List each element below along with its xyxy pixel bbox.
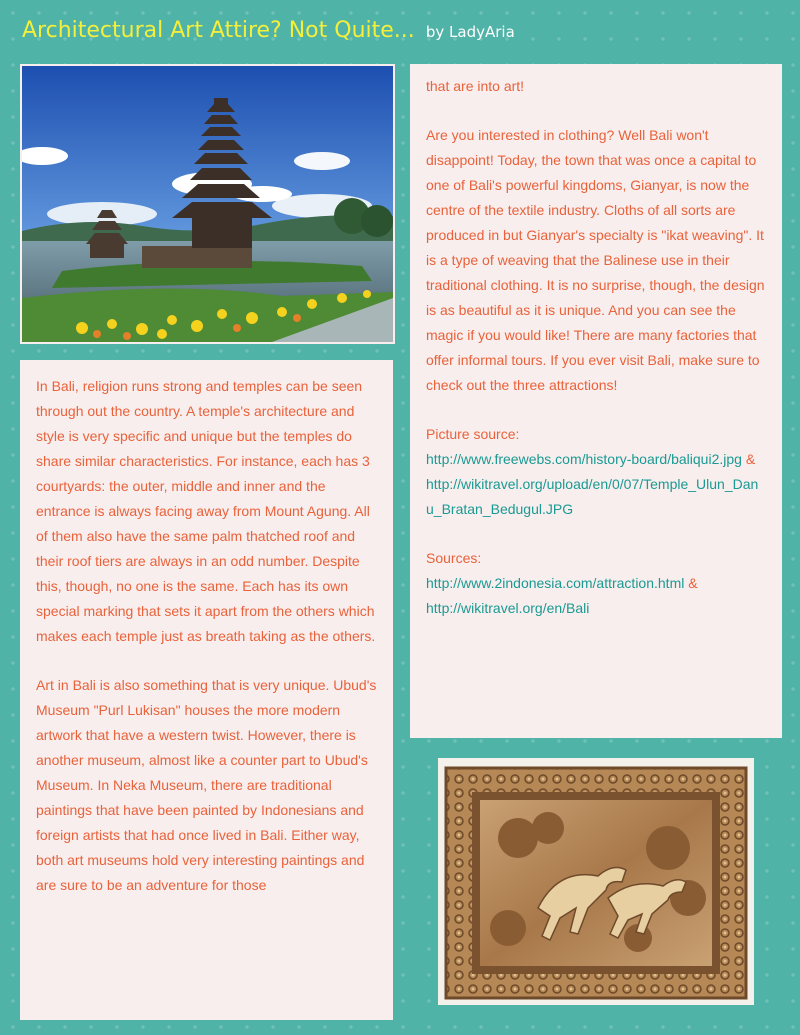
picture-source-link-1[interactable]: http://www.freewebs.com/history-board/baliqui2.jpg bbox=[426, 451, 742, 467]
art-museums-paragraph: Art in Bali is also something that is very unique. Ubud's Museum "Purl Lukisan" houses the more modern artwork that have a western twist. However, there is another museum, almost like a counter part to Ubud's Museum. In Neka Museum, there are traditional paintings that have been painted by Indonesians and foreign artists that had once lived in Bali. Either way, both art museums hold very interesting paintings and are sure to be an adventure for those bbox=[36, 677, 377, 893]
source-link-2[interactable]: http://wikitravel.org/en/Bali bbox=[426, 600, 590, 616]
wood-carving-photo bbox=[438, 758, 754, 1005]
left-text-panel bbox=[20, 360, 393, 1020]
ampersand: & bbox=[745, 451, 756, 467]
temples-paragraph: In Bali, religion runs strong and temples can be seen through out the country. A temple's architecture and style is very specific and unique but the temples do share similar characteristics. For instance, each has 3 courtyards: the outer, middle and inner and the entrance is always facing away from Mount Agung. All of them also have the same palm thatched roof and their roof tiers are always in an odd number. Despite this, though, no one is the same. Each has its own special marking that sets it apart from the others which makes each temple just as breath taking as the others. bbox=[36, 378, 376, 644]
text-sources bbox=[426, 546, 766, 621]
temple-photo bbox=[20, 64, 395, 344]
right-text-panel bbox=[410, 64, 782, 738]
picture-source-link-2[interactable]: http://wikitravel.org/upload/en/0/07/Temple_Ulun_Danu_Bratan_Bedugul.JPG bbox=[426, 476, 759, 517]
author-byline: by LadyAria bbox=[425, 23, 515, 41]
clothing-paragraph: Are you interested in clothing? Well Bali won't disappoint! Today, the town that was once a capital to one of Bali's powerful kingdoms, Gianyar, is now the centre of the textile industry. Cloths of all sorts are produced in but Gianyar's specialty is "ikat weaving". It is a type of weaving that the Balinese use in their traditional clothing. It is no surprise, though, the design is as beautiful as it is unique. And you can see the magic if you would like! There are many factories that offer informal tours. If you ever visit Bali, make sure to check out the three attractions! bbox=[426, 127, 765, 393]
page-title: Architectural Art Attire? Not Quite... bbox=[22, 18, 415, 43]
source-link-1[interactable]: http://www.2indonesia.com/attraction.html bbox=[426, 575, 685, 591]
ampersand: & bbox=[688, 575, 698, 591]
sources-label: Sources: bbox=[426, 550, 482, 566]
page-header bbox=[22, 18, 515, 43]
picture-sources bbox=[426, 422, 766, 522]
picture-source-label: Picture source: bbox=[426, 426, 520, 442]
continuation-text: that are into art! bbox=[426, 78, 525, 94]
